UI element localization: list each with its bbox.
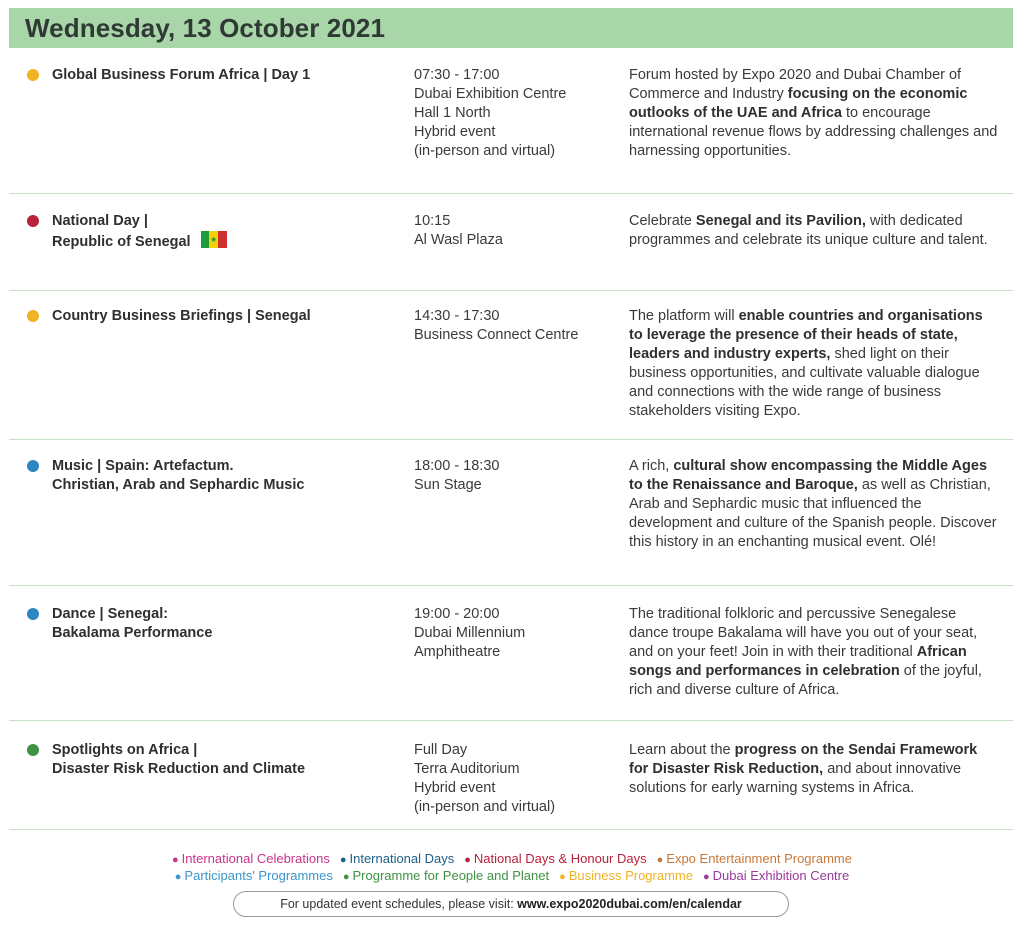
description-text: shed light on their business opportunities, and cultivate valuable dialogue and connections with the wide range of business stakeholders visiting Expo. [629, 346, 980, 419]
calendar-link-pill[interactable] [233, 891, 789, 917]
legend-label: Business Programme [568, 868, 693, 883]
event-title [52, 605, 392, 643]
legend-label: International Days [349, 851, 455, 866]
senegal-flag-icon: ★ [201, 231, 227, 248]
legend-item [703, 867, 849, 886]
event-title-line: Republic of Senegal ★ [52, 231, 392, 252]
event-info-line: Hybrid event [414, 780, 496, 796]
legend-label: Dubai Exhibition Centre [712, 868, 850, 883]
description-highlight: African songs and performances in celebration [629, 644, 967, 679]
footer-text: For updated event schedules, please visit: [280, 897, 518, 911]
description-text: A rich, [629, 458, 674, 474]
description-text: Celebrate [629, 213, 696, 229]
category-dot-icon [27, 744, 39, 756]
category-dot-icon [27, 215, 39, 227]
event-info-line: Terra Auditorium [414, 761, 520, 777]
legend-bullet-icon: ● [464, 854, 471, 866]
event-info-line: Hall 1 North [414, 105, 491, 121]
category-dot-icon [27, 310, 39, 322]
legend-row-2 [0, 867, 1024, 886]
event-info-line: 10:15 [414, 213, 451, 229]
event-title [52, 307, 392, 326]
event-description [629, 457, 999, 552]
event-row [9, 194, 1013, 291]
event-row [9, 48, 1013, 194]
description-highlight: focusing on the economic outlooks of the UAE and Africa [629, 86, 968, 121]
event-title [52, 741, 392, 779]
page-title: Wednesday, 13 October 2021 [25, 12, 386, 43]
description-text: as well as Christian, Arab and Sephardic music that influenced the development and culture of the Spanish people. Discover this history in an enchanting musical event. Olé! [629, 477, 997, 550]
event-time-location [414, 741, 614, 817]
legend-item [559, 867, 693, 886]
event-title-line: National Day | [52, 213, 148, 229]
event-info-line: Amphitheatre [414, 644, 501, 660]
legend-bullet-icon: ● [703, 871, 710, 883]
event-info-line: 18:00 - 18:30 [414, 458, 500, 474]
legend-bullet-icon: ● [339, 854, 347, 866]
description-text: Forum hosted by Expo 2020 and Dubai Chamber of Commerce and Industry [629, 67, 962, 102]
event-row [9, 291, 1013, 440]
event-title-line: Global Business Forum Africa | Day 1 [52, 67, 311, 83]
description-highlight: cultural show encompassing the Middle Ages to the Renaissance and Baroque, [629, 458, 988, 493]
event-description [629, 66, 999, 161]
description-text: and about innovative solutions for early warning systems in Africa. [629, 761, 962, 796]
description-text: of the joyful, rich and diverse culture of Africa. [629, 663, 982, 698]
event-info-line: Al Wasl Plaza [414, 232, 503, 248]
event-info-line: Full Day [414, 742, 468, 758]
event-info-line: Dubai Millennium [414, 625, 526, 641]
event-title-line: Christian, Arab and Sephardic Music [52, 477, 305, 493]
event-title-line: Spotlights on Africa | [52, 742, 198, 758]
description-text: Learn about the [629, 742, 735, 758]
event-row [9, 586, 1013, 721]
legend-item [343, 867, 549, 886]
category-dot-icon [27, 460, 39, 472]
description-highlight: progress on the Sendai Framework for Disaster Risk Reduction, [629, 742, 978, 777]
category-dot-icon [27, 69, 39, 81]
event-time-location [414, 212, 614, 250]
event-info-line: (in-person and virtual) [414, 143, 556, 159]
event-time-location [414, 66, 614, 161]
legend-bullet-icon: ● [559, 871, 566, 883]
date-header [9, 8, 1013, 48]
event-description [629, 307, 999, 421]
description-text: The traditional folkloric and percussive Senegalese dance troupe Bakalama will have you out of your seat, and on your feet! Join in with their traditional [629, 606, 978, 660]
event-list [9, 48, 1013, 830]
event-title [52, 66, 392, 85]
event-info-line: 14:30 - 17:30 [414, 308, 500, 324]
event-row [9, 440, 1013, 586]
description-highlight: enable countries and organisations to leverage the presence of their heads of state, leaders and industry experts, [629, 308, 983, 362]
event-info-line: (in-person and virtual) [414, 799, 556, 815]
description-text: to encourage international revenue flows by addressing challenges and harnessing opportunities. [629, 105, 998, 159]
legend-label: Participants' Programmes [184, 868, 333, 883]
event-info-line: Sun Stage [414, 477, 482, 493]
event-info-line: 07:30 - 17:00 [414, 67, 500, 83]
event-title-line: Music | Spain: Artefactum. [52, 458, 234, 474]
event-info-line: 19:00 - 20:00 [414, 606, 500, 622]
legend-label: Programme for People and Planet [352, 868, 550, 883]
event-title-line: Disaster Risk Reduction and Climate [52, 761, 306, 777]
event-row [9, 721, 1013, 830]
event-title-line: Country Business Briefings | Senegal [52, 308, 311, 324]
legend-label: International Celebrations [181, 851, 330, 866]
event-time-location [414, 605, 614, 662]
legend-item [175, 867, 333, 886]
event-title [52, 457, 392, 495]
calendar-url-link[interactable]: www.expo2020dubai.com/en/calendar [517, 897, 742, 911]
event-time-location [414, 307, 614, 345]
event-info-line: Dubai Exhibition Centre [414, 86, 567, 102]
event-info-line: Business Connect Centre [414, 327, 579, 343]
event-description [629, 605, 999, 700]
legend-bullet-icon: ● [172, 854, 179, 866]
legend-label: National Days & Honour Days [473, 851, 647, 866]
description-highlight: Senegal and its Pavilion, [695, 213, 866, 229]
event-description [629, 212, 999, 250]
legend-label: Expo Entertainment Programme [666, 851, 852, 866]
event-time-location [414, 457, 614, 495]
legend-bullet-icon: ● [174, 871, 182, 883]
event-title-line: Dance | Senegal: [52, 606, 169, 622]
description-text: with dedicated programmes and celebrate its unique culture and talent. [629, 213, 988, 248]
legend-bullet-icon: ● [656, 854, 664, 866]
category-dot-icon [27, 608, 39, 620]
event-description [629, 741, 999, 798]
description-text: The platform will [629, 308, 739, 324]
event-title-line: Bakalama Performance [52, 625, 213, 641]
legend-bullet-icon: ● [342, 871, 350, 883]
event-info-line: Hybrid event [414, 124, 496, 140]
event-title [52, 212, 392, 252]
